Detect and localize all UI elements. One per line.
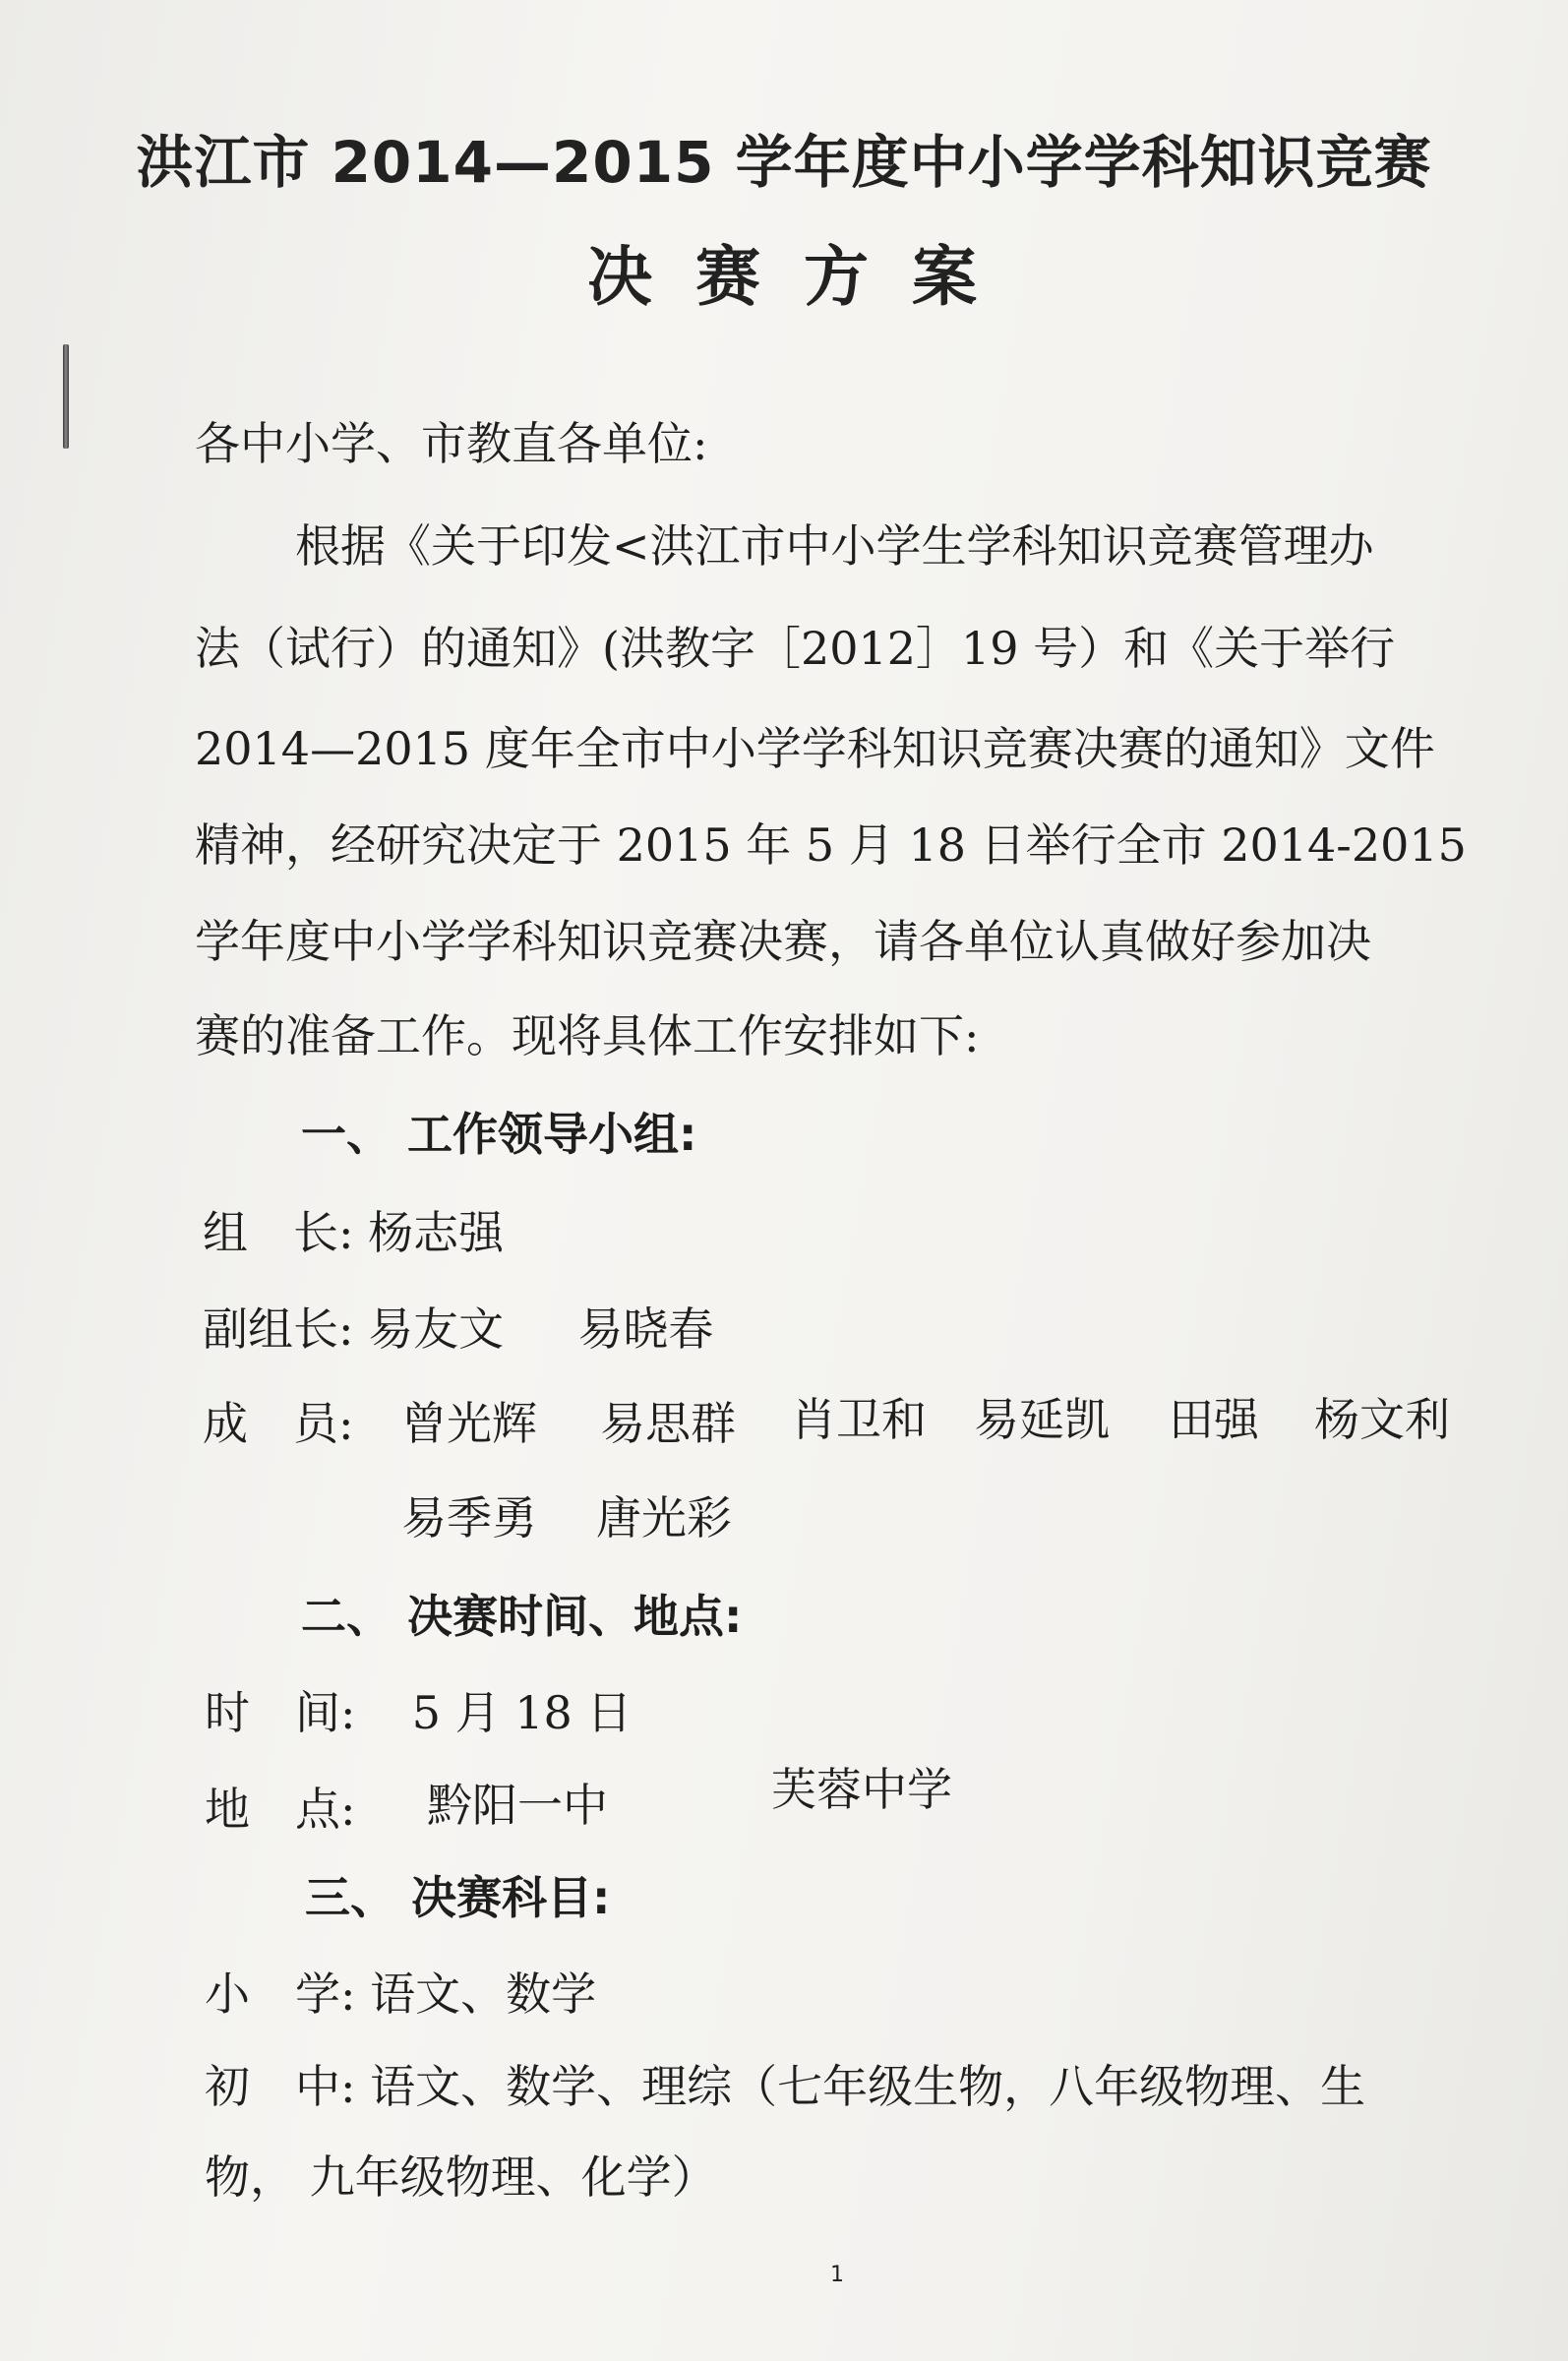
staple-mark	[63, 344, 69, 449]
members-label: 成 员:	[203, 1397, 354, 1450]
member-5: 田强	[1169, 1393, 1259, 1446]
deputy-name-1: 易友文	[368, 1302, 505, 1356]
time-row	[205, 1686, 633, 1739]
junior-label: 初 中:	[205, 2060, 356, 2113]
leader-label: 组 长:	[203, 1206, 354, 1259]
junior-subjects-line-1: 语文、数学、理综（七年级生物，八年级物理、生	[370, 2060, 1366, 2113]
member-8: 唐光彩	[596, 1491, 732, 1544]
section-3-heading: 三、 决赛科目:	[305, 1871, 611, 1924]
leader-row	[203, 1206, 505, 1259]
deputy-row	[203, 1302, 714, 1356]
intro-line-2: 法（试行）的通知》(洪教字［2012］19 号）和《关于举行	[195, 622, 1396, 675]
member-4: 易延凯	[974, 1393, 1110, 1446]
intro-line-5: 学年度中小学学科知识竞赛决赛，请各单位认真做好参加决	[195, 915, 1371, 968]
intro-line-3: 2014—2015 度年全市中小学学科知识竞赛决赛的通知》文件	[195, 722, 1435, 775]
intro-line-4: 精神，经研究决定于 2015 年 5 月 18 日举行全市 2014-2015	[195, 818, 1467, 872]
member-3: 肖卫和	[791, 1393, 927, 1446]
junior-row	[205, 2060, 1366, 2113]
page-number: 1	[830, 2263, 844, 2287]
document-title: 洪江市 2014—2015 学年度中小学学科知识竞赛	[136, 129, 1432, 196]
primary-label: 小 学:	[205, 1968, 356, 2021]
junior-subjects-prefix: 物，	[205, 2150, 295, 2204]
section-2-heading: 二、 决赛时间、地点:	[301, 1590, 743, 1643]
place-label: 地 点:	[205, 1783, 356, 1836]
junior-subjects-line-2: 九年级物理、化学）	[309, 2150, 717, 2204]
leader-name: 杨志强	[368, 1206, 505, 1259]
salutation: 各中小学、市教直各单位:	[195, 417, 708, 470]
place-2: 芙蓉中学	[771, 1763, 952, 1816]
member-7: 易季勇	[401, 1491, 537, 1544]
document-subtitle: 决赛方案	[587, 239, 1020, 315]
primary-subjects: 语文、数学	[370, 1968, 597, 2021]
deputy-name-2: 易晓春	[577, 1302, 714, 1356]
deputy-label: 副组长:	[203, 1302, 354, 1356]
time-value: 5 月 18 日	[411, 1686, 633, 1739]
member-1: 曾光辉	[401, 1397, 537, 1450]
intro-line-6: 赛的准备工作。现将具体工作安排如下:	[195, 1009, 980, 1062]
section-1-heading: 一、 工作领导小组:	[301, 1108, 697, 1161]
member-6: 杨文利	[1314, 1393, 1450, 1446]
junior-row-2	[205, 2150, 717, 2204]
intro-line-1: 根据《关于印发<洪江市中小学生学科知识竞赛管理办	[295, 519, 1374, 573]
time-label: 时 间:	[205, 1686, 356, 1739]
primary-row	[205, 1968, 597, 2021]
place-1: 黔阳一中	[427, 1779, 608, 1832]
member-2: 易思群	[600, 1397, 736, 1450]
